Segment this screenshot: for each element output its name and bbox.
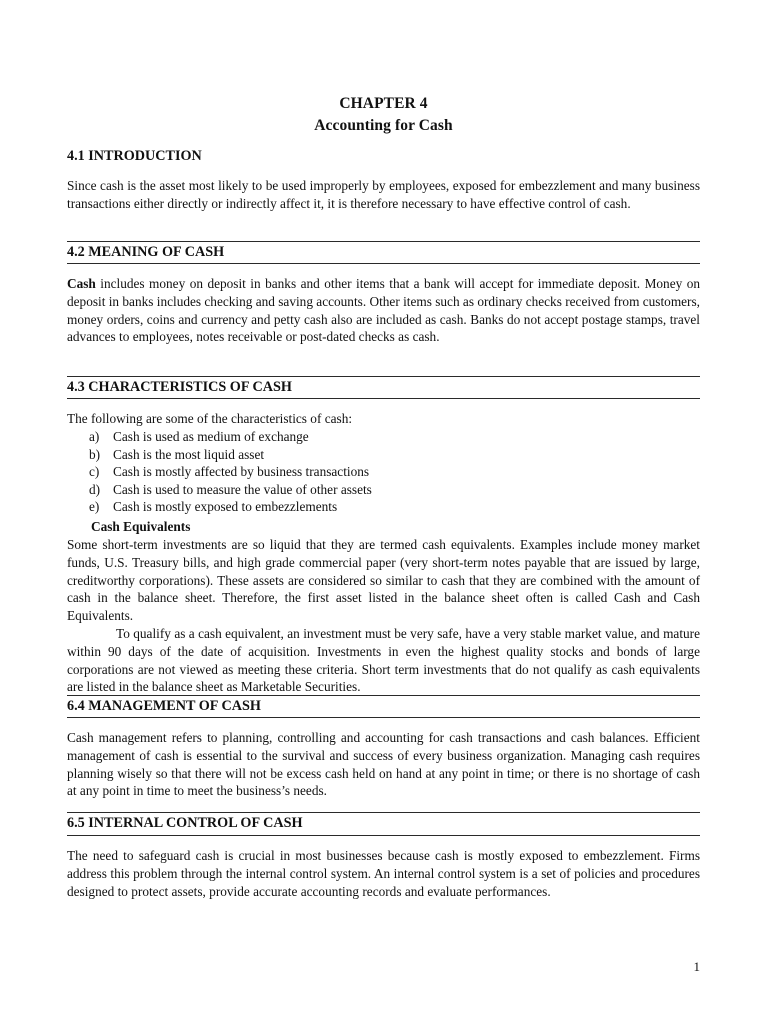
list-item-text: Cash is the most liquid asset xyxy=(113,446,265,462)
cash-equivalent-criteria-paragraph: To qualify as a cash equivalent, an investment must be very safe, have a very stable market value, and mature within 90 days of the date of acquisition. Investments in even the highest quality stocks and bonds of large corporations are not viewed as meeting these criteria. Short term investments that do not qualify as cash equivalents are listed in the balance sheet as Marketable Securities. xyxy=(67,626,700,695)
characteristics-list xyxy=(67,428,700,516)
section-rule xyxy=(67,835,700,836)
section-rule xyxy=(67,263,700,264)
meaning-of-cash-paragraph xyxy=(67,275,700,346)
characteristics-intro: The following are some of the characteristics of cash: xyxy=(67,411,353,426)
list-item xyxy=(67,481,700,499)
list-marker: b) xyxy=(89,446,101,462)
section-rule xyxy=(67,695,700,696)
section-heading-meaning-of-cash: 4.2 MEANING OF CASH xyxy=(67,244,225,260)
page-number: 1 xyxy=(693,959,700,974)
chapter-number: CHAPTER 4 xyxy=(339,95,428,112)
list-marker: e) xyxy=(89,499,100,515)
section-rule xyxy=(67,717,700,718)
section-rule xyxy=(67,376,700,377)
list-marker: c) xyxy=(89,464,100,480)
section-heading-introduction: 4.1 INTRODUCTION xyxy=(67,148,202,164)
section-heading-management-of-cash: 6.4 MANAGEMENT OF CASH xyxy=(67,698,261,714)
list-item-text: Cash is mostly affected by business transactions xyxy=(113,464,370,480)
management-of-cash-paragraph: Cash management refers to planning, controlling and accounting for cash transactions and cash balances. Efficient management of cash is essential to the survival and success of every business organization. Managing cash requires planning wisely so that there will not be excess cash held on hand at any point in time; or there is no shortage of cash at any point in time to meet the business’s needs. xyxy=(67,730,700,799)
cash-equivalents-subheading: Cash Equivalents xyxy=(91,519,191,534)
section-heading-characteristics-of-cash: 4.3 CHARACTERISTICS OF CASH xyxy=(67,379,292,395)
list-marker: d) xyxy=(89,481,101,497)
meaning-of-cash-text: includes money on deposit in banks and other items that a bank will accept for immediate deposit. Money on deposit in banks includes checking and saving accounts. Other items such as ordinary checks received from customers, money orders, coins and currency and petty cash also are included as cash. Banks do not accept postage stamps, travel advances to employees, notes receivable or post-dated checks as cash. xyxy=(67,276,700,345)
list-item xyxy=(67,446,700,464)
cash-equivalents-paragraph: Some short-term investments are so liquid that they are termed cash equivalents. Examples include money market funds, U.S. Treasury bills, and high grade commercial paper (very short-term notes payable that are issued by large, creditworthy corporations). These assets are considered so similar to cash that they are combined with the amount of cash in the balance sheet. Therefore, the first asset listed in the balance sheet often is called Cash and Cash Equivalents. xyxy=(67,537,700,624)
chapter-title: Accounting for Cash xyxy=(314,117,453,134)
list-marker: a) xyxy=(89,429,100,444)
section-rule xyxy=(67,241,700,242)
introduction-paragraph: Since cash is the asset most likely to be used improperly by employees, exposed for embezzlement and many business transactions either directly or indirectly affect it, it is therefore necessary to have effective control of cash. xyxy=(67,178,700,211)
list-item xyxy=(67,498,700,516)
list-item-text: Cash is used to measure the value of other assets xyxy=(113,481,372,497)
document-page xyxy=(67,0,700,1024)
list-item-text: Cash is mostly exposed to embezzlements xyxy=(113,499,338,515)
list-item-text: Cash is used as medium of exchange xyxy=(113,429,309,444)
list-item xyxy=(67,463,700,481)
list-item xyxy=(67,428,700,446)
section-rule xyxy=(67,398,700,399)
internal-control-paragraph: The need to safeguard cash is crucial in most businesses because cash is mostly exposed to embezzlement. Firms address this problem through the internal control system. An internal control system is a set of policies and procedures designed to protect assets, provide accurate accounting records and evaluate performances. xyxy=(67,848,700,899)
section-rule xyxy=(67,812,700,813)
cash-term: Cash xyxy=(67,276,96,291)
section-heading-internal-control: 6.5 INTERNAL CONTROL OF CASH xyxy=(67,815,303,831)
